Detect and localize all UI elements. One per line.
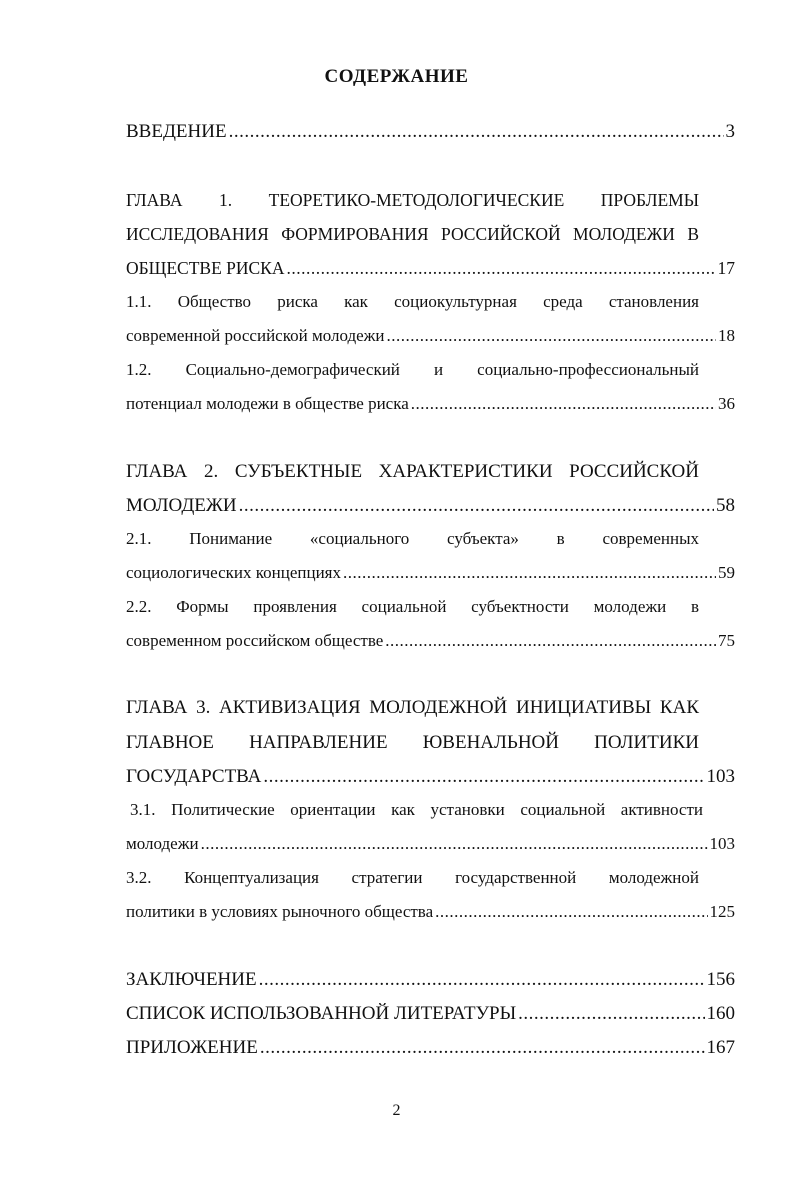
dot-leader bbox=[411, 394, 716, 414]
toc-entry-bibliography[interactable] bbox=[126, 1003, 735, 1025]
section-3-1-title-line-1: 3.1. Политические ориентации как установки социальной активности bbox=[130, 800, 703, 819]
toc-entry-chapter-3[interactable] bbox=[126, 766, 735, 788]
toc-entry-intro[interactable] bbox=[126, 121, 735, 143]
chapter-2-title-line-1: ГЛАВА 2. СУБЪЕКТНЫЕ ХАРАКТЕРИСТИКИ РОССИЙСКОЙ bbox=[126, 461, 699, 482]
toc-entry-label: современном российском обществе bbox=[126, 631, 384, 650]
chapter-3-title-line-1: ГЛАВА 3. АКТИВИЗАЦИЯ МОЛОДЕЖНОЙ ИНИЦИАТИВЫ КАК bbox=[126, 697, 699, 718]
chapter-1-title-line-1: ГЛАВА 1. ТЕОРЕТИКО-МЕТОДОЛОГИЧЕСКИЕ ПРОБЛЕМЫ bbox=[126, 190, 699, 210]
chapter-1-title-line-2: ИССЛЕДОВАНИЯ ФОРМИРОВАНИЯ РОССИЙСКОЙ МОЛОДЕЖИ В bbox=[126, 224, 699, 244]
toc-entry-label: потенциал молодежи в обществе риска bbox=[126, 394, 409, 413]
toc-entry-section-3-1[interactable] bbox=[126, 834, 735, 854]
toc-entry-section-1-2[interactable] bbox=[126, 394, 735, 414]
toc-page-number: 125 bbox=[709, 902, 735, 921]
page-number: 2 bbox=[392, 1102, 401, 1119]
chapter-3-title-line-2: ГЛАВНОЕ НАПРАВЛЕНИЕ ЮВЕНАЛЬНОЙ ПОЛИТИКИ bbox=[126, 732, 699, 753]
toc-entry-label: СПИСОК ИСПОЛЬЗОВАННОЙ ЛИТЕРАТУРЫ bbox=[126, 1003, 517, 1024]
section-1-1-title-line-1: 1.1. Общество риска как социокультурная среда становления bbox=[126, 292, 699, 311]
toc-entry-label: современной российской молодежи bbox=[126, 326, 385, 345]
dot-leader bbox=[260, 1037, 705, 1059]
dot-leader bbox=[239, 495, 714, 517]
dot-leader bbox=[518, 1003, 704, 1025]
toc-entry-section-2-1[interactable] bbox=[126, 563, 735, 583]
dot-leader bbox=[385, 631, 716, 651]
toc-page-number: 36 bbox=[718, 394, 735, 413]
dot-leader bbox=[259, 969, 705, 991]
toc-entry-chapter-1[interactable] bbox=[126, 258, 735, 279]
toc-entry-label: молодежи bbox=[126, 834, 199, 853]
toc-entry-label: ОБЩЕСТВЕ РИСКА bbox=[126, 258, 285, 278]
toc-entry-label: ГОСУДАРСТВА bbox=[126, 766, 262, 787]
toc-page-number: 17 bbox=[717, 258, 735, 278]
toc-entry-section-2-2[interactable] bbox=[126, 631, 735, 651]
dot-leader bbox=[343, 563, 716, 583]
toc-entry-conclusion[interactable] bbox=[126, 969, 735, 991]
dot-leader bbox=[286, 258, 715, 279]
toc-page-number: 156 bbox=[706, 969, 735, 990]
section-3-2-title-line-1: 3.2. Концептуализация стратегии государственной молодежной bbox=[126, 868, 699, 887]
toc-entry-label: МОЛОДЕЖИ bbox=[126, 495, 237, 516]
toc-page-number: 103 bbox=[706, 766, 735, 787]
dot-leader bbox=[263, 766, 704, 788]
toc-page-number: 75 bbox=[718, 631, 735, 650]
toc-page-number: 160 bbox=[706, 1003, 735, 1024]
toc-page-number: 59 bbox=[718, 563, 735, 582]
toc-entry-label: ЗАКЛЮЧЕНИЕ bbox=[126, 969, 257, 990]
toc-page-number: 18 bbox=[718, 326, 735, 345]
toc-entry-section-3-2[interactable] bbox=[126, 902, 735, 922]
dot-leader bbox=[229, 121, 724, 143]
section-2-1-title-line-1: 2.1. Понимание «социального субъекта» в современных bbox=[126, 529, 699, 548]
dot-leader bbox=[387, 326, 716, 346]
toc-entry-label: ВВЕДЕНИЕ bbox=[126, 121, 227, 142]
toc-entry-label: социологических концепциях bbox=[126, 563, 341, 582]
toc-entry-appendix[interactable] bbox=[126, 1037, 735, 1059]
toc-entry-chapter-2[interactable] bbox=[126, 495, 735, 517]
dot-leader bbox=[201, 834, 708, 854]
section-2-2-title-line-1: 2.2. Формы проявления социальной субъектности молодежи в bbox=[126, 597, 699, 616]
toc-page-number: 3 bbox=[725, 121, 735, 142]
toc-entry-label: политики в условиях рыночного общества bbox=[126, 902, 434, 921]
page-title: СОДЕРЖАНИЕ bbox=[324, 66, 469, 87]
toc-page-number: 58 bbox=[716, 495, 735, 516]
toc-entry-label: ПРИЛОЖЕНИЕ bbox=[126, 1037, 258, 1058]
toc-page-number: 167 bbox=[706, 1037, 735, 1058]
section-1-2-title-line-1: 1.2. Социально-демографический и социально-профессиональный bbox=[126, 360, 699, 379]
toc-page-number: 103 bbox=[709, 834, 735, 853]
toc-entry-section-1-1[interactable] bbox=[126, 326, 735, 346]
dot-leader bbox=[435, 902, 707, 922]
